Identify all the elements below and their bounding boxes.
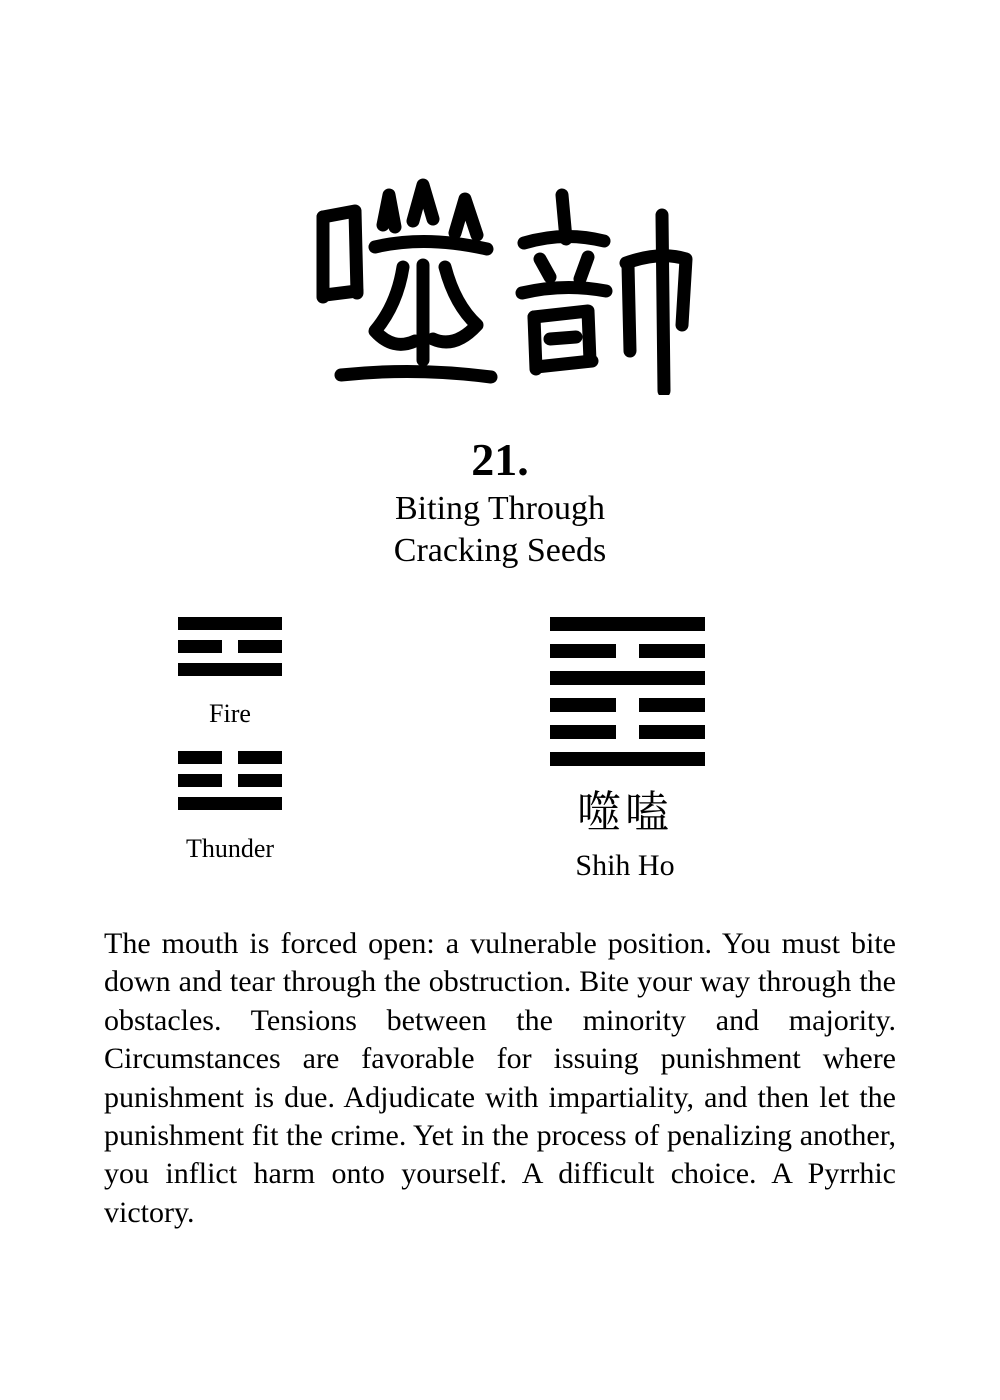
trigram-line [178,640,282,653]
upper-trigram-label: Fire [209,699,251,728]
hexagram-line [550,671,705,685]
hexagram-line [550,617,705,631]
trigram-line [178,751,282,764]
hexagram-line [550,752,705,766]
lower-trigram [178,751,282,820]
hexagram-line [550,698,705,712]
hexagram-number: 21. [471,434,529,485]
trigram-line [178,663,282,676]
trigram-line [178,797,282,810]
trigram-line [178,774,282,787]
hexagram-romanized-name: Shih Ho [575,849,675,882]
hexagram-line [550,725,705,739]
upper-trigram [178,617,282,686]
seal-script-title [290,150,720,400]
seal-character-ho-icon [510,155,705,395]
hexagram-figure [550,617,705,779]
lower-trigram-label: Thunder [185,834,275,863]
hexagram-line [550,644,705,658]
hexagram-title: Biting Through [395,490,605,527]
hexagram-chinese-name: 噬嗑 [577,787,673,838]
trigram-line [178,617,282,630]
hexagram-alt-title: Cracking Seeds [393,532,607,569]
seal-character-shih-icon [305,155,500,395]
hexagram-description: The mouth is forced open: a vulnerable position. You must bite down and tear through the obstruction. Bite your way through the obstacles. Tensions between the minority and majority. Circumstances are favorable for issuing punishment where punishment is due. Adjudicate with impartiality, and then let the punishment fit the crime. Yet in the process of penalizing another, you inflict harm onto yourself. A difficult choice. A Pyrrhic victory. [104,927,896,1229]
